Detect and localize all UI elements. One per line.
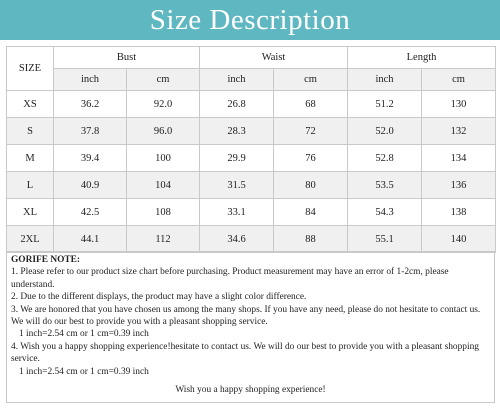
- table-cell: 53.5: [348, 172, 422, 199]
- table-row: [7, 226, 496, 253]
- table-cell: 36.2: [54, 91, 127, 118]
- table-cell: 40.9: [54, 172, 127, 199]
- table-cell: 134: [422, 145, 496, 172]
- notes-title: GORIFE NOTE:: [11, 255, 81, 265]
- length-header: Length: [348, 47, 496, 69]
- table-cell: 100: [127, 145, 200, 172]
- table-cell: 136: [422, 172, 496, 199]
- table-row: [7, 145, 496, 172]
- table-row: [7, 172, 496, 199]
- table-cell: 88: [274, 226, 348, 253]
- table-cell: 92.0: [127, 91, 200, 118]
- table-cell: 72: [274, 118, 348, 145]
- size-header: SIZE: [7, 47, 54, 91]
- size-table: [6, 46, 496, 253]
- size-cell: M: [7, 145, 54, 172]
- table-cell: 31.5: [200, 172, 274, 199]
- conversion-note: 1 inch=2.54 cm or 1 cm=0.39 inch: [19, 366, 149, 377]
- table-row: [7, 91, 496, 118]
- table-cell: 140: [422, 226, 496, 253]
- note-line: 3. We are honored that you have chosen us among the many shops. If you have any need, please do not hesitate to contact us. We will do our best to provide you with a pleasant shopping service.: [11, 304, 481, 328]
- closing-message: Wish you a happy shopping experience!: [175, 385, 326, 396]
- table-cell: 68: [274, 91, 348, 118]
- table-cell: 51.2: [348, 91, 422, 118]
- table-cell: 44.1: [54, 226, 127, 253]
- table-cell: 28.3: [200, 118, 274, 145]
- conversion-note: 1 inch=2.54 cm or 1 cm=0.39 inch: [19, 329, 149, 340]
- waist-header: Waist: [200, 47, 348, 69]
- table-cell: 52.0: [348, 118, 422, 145]
- table-cell: 29.9: [200, 145, 274, 172]
- table-cell: 55.1: [348, 226, 422, 253]
- table-cell: 132: [422, 118, 496, 145]
- unit-header: cm: [127, 69, 200, 91]
- title-banner: [0, 0, 500, 40]
- unit-header: cm: [422, 69, 496, 91]
- unit-header: cm: [274, 69, 348, 91]
- table-cell: 138: [422, 199, 496, 226]
- note-line: 2. Due to the different displays, the product may have a slight color difference.: [11, 292, 307, 303]
- table-cell: 112: [127, 226, 200, 253]
- size-cell: 2XL: [7, 226, 54, 253]
- table-row: [7, 199, 496, 226]
- size-cell: XS: [7, 91, 54, 118]
- table-row: [7, 118, 496, 145]
- table-cell: 108: [127, 199, 200, 226]
- note-line: 4. Wish you a happy shopping experience!hesitate to contact us. We will do our best to provide you with a pleasant shopping service.: [11, 341, 479, 365]
- notes-panel: [6, 251, 495, 403]
- table-cell: 37.8: [54, 118, 127, 145]
- table-cell: 39.4: [54, 145, 127, 172]
- unit-header: inch: [200, 69, 274, 91]
- size-cell: S: [7, 118, 54, 145]
- table-cell: 42.5: [54, 199, 127, 226]
- unit-header: inch: [348, 69, 422, 91]
- table-cell: 84: [274, 199, 348, 226]
- table-cell: 96.0: [127, 118, 200, 145]
- bust-header: Bust: [54, 47, 200, 69]
- table-cell: 80: [274, 172, 348, 199]
- table-cell: 54.3: [348, 199, 422, 226]
- unit-header: inch: [54, 69, 127, 91]
- note-line: 1. Please refer to our product size chart before purchasing. Product measurement may have an error of 1-2cm, please understand.: [11, 267, 449, 290]
- table-cell: 130: [422, 91, 496, 118]
- table-cell: 26.8: [200, 91, 274, 118]
- page-title: Size Description: [149, 3, 351, 36]
- size-cell: XL: [7, 199, 54, 226]
- table-cell: 34.6: [200, 226, 274, 253]
- table-cell: 52.8: [348, 145, 422, 172]
- table-cell: 76: [274, 145, 348, 172]
- table-cell: 33.1: [200, 199, 274, 226]
- size-cell: L: [7, 172, 54, 199]
- table-cell: 104: [127, 172, 200, 199]
